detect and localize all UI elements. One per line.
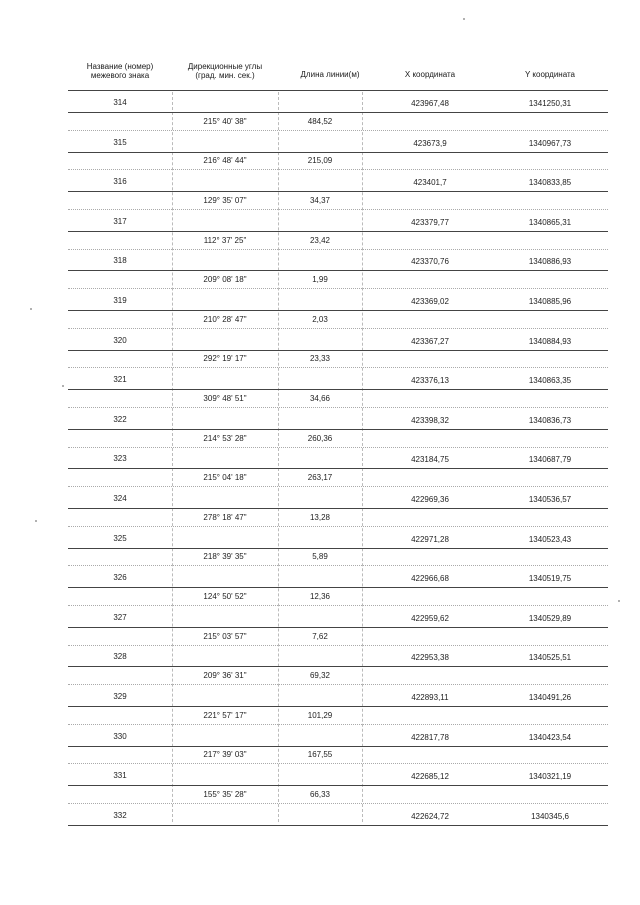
row-rule xyxy=(68,112,608,113)
row-rule xyxy=(68,468,608,469)
scan-speck xyxy=(62,385,64,387)
x-coordinate-value: 423367,27 xyxy=(411,336,449,346)
y-coordinate-value: 1340491,26 xyxy=(528,693,572,702)
directional-angle-value: 215° 04' 18" xyxy=(203,473,247,483)
row-rule xyxy=(68,548,608,549)
directional-angle-value: 209° 36' 31" xyxy=(203,671,247,681)
segment-rule xyxy=(68,803,608,804)
directional-angle-value: 209° 08' 18" xyxy=(203,275,247,285)
header-angles-line2: (град. мин. сек.) xyxy=(195,71,255,80)
column-divider-3 xyxy=(362,92,363,822)
point-name: 327 xyxy=(113,612,127,622)
segment-rule xyxy=(68,565,608,566)
y-coordinate-value: 1340833,85 xyxy=(528,178,572,188)
line-length-value: 34,37 xyxy=(309,196,331,205)
scan-speck xyxy=(30,308,32,310)
row-rule xyxy=(68,310,608,311)
x-coordinate-value: 423379,77 xyxy=(411,217,449,227)
header-angles-line1: Дирекционные углы xyxy=(187,62,263,71)
x-coordinate-value: 422971,28 xyxy=(411,534,449,544)
line-length-value: 12,36 xyxy=(309,592,331,601)
point-name: 321 xyxy=(113,375,127,385)
segment-rule xyxy=(68,724,608,725)
point-name: 324 xyxy=(113,494,127,503)
segment-rule xyxy=(68,209,608,210)
y-coordinate-value: 1340886,93 xyxy=(528,257,572,267)
segment-rule xyxy=(68,367,608,368)
directional-angle-value: 292° 19' 17" xyxy=(203,354,247,364)
row-rule xyxy=(68,429,608,430)
point-name: 318 xyxy=(113,256,127,266)
directional-angle-value: 309° 48' 51" xyxy=(203,394,247,403)
point-name: 319 xyxy=(113,296,127,305)
row-rule xyxy=(68,746,608,747)
y-coordinate-value: 1340687,79 xyxy=(528,455,572,465)
row-rule xyxy=(68,270,608,271)
scan-speck xyxy=(35,520,37,522)
y-coordinate-value: 1340836,73 xyxy=(528,415,572,425)
line-length-value: 66,33 xyxy=(309,790,331,799)
y-coordinate-value: 1340885,96 xyxy=(528,297,572,306)
line-length-value: 260,36 xyxy=(307,433,333,443)
x-coordinate-value: 423398,32 xyxy=(411,415,449,425)
row-rule xyxy=(68,825,608,826)
x-coordinate-value: 423369,02 xyxy=(411,297,449,306)
segment-rule xyxy=(68,407,608,408)
line-length-value: 1,99 xyxy=(312,275,328,285)
y-coordinate-value: 1340523,43 xyxy=(528,534,572,544)
segment-rule xyxy=(68,684,608,685)
scan-speck xyxy=(618,600,620,602)
point-name: 329 xyxy=(113,692,127,701)
line-length-value: 263,17 xyxy=(307,473,333,483)
point-name: 314 xyxy=(113,98,127,107)
line-length-value: 2,03 xyxy=(312,314,328,324)
line-length-value: 167,55 xyxy=(307,750,333,760)
point-name: 317 xyxy=(113,216,127,226)
point-name: 325 xyxy=(113,533,127,543)
directional-angle-value: 124° 50' 52" xyxy=(203,592,247,601)
segment-rule xyxy=(68,249,608,250)
line-length-value: 5,89 xyxy=(312,552,328,562)
x-coordinate-value: 422966,68 xyxy=(411,574,449,584)
x-coordinate-value: 423673,9 xyxy=(413,138,447,148)
y-coordinate-value: 1340321,19 xyxy=(528,772,572,782)
directional-angle-value: 215° 40' 38" xyxy=(203,116,247,126)
segment-rule xyxy=(68,169,608,170)
directional-angle-value: 155° 35' 28" xyxy=(203,790,247,799)
line-length-value: 69,32 xyxy=(309,671,331,681)
y-coordinate-value: 1340529,89 xyxy=(528,613,572,623)
directional-angle-value: 218° 39' 35" xyxy=(203,552,247,562)
segment-rule xyxy=(68,447,608,448)
directional-angle-value: 215° 03' 57" xyxy=(203,631,247,641)
column-divider-2 xyxy=(278,92,279,822)
x-coordinate-value: 422817,78 xyxy=(411,732,449,742)
line-length-value: 23,33 xyxy=(309,354,331,364)
y-coordinate-value: 1340863,35 xyxy=(528,376,572,386)
segment-rule xyxy=(68,645,608,646)
row-rule xyxy=(68,666,608,667)
row-rule xyxy=(68,389,608,390)
y-coordinate-value: 1340423,54 xyxy=(528,732,572,742)
directional-angle-value: 221° 57' 17" xyxy=(203,710,247,720)
y-coordinate-value: 1340525,51 xyxy=(528,653,572,663)
x-coordinate-value: 422969,36 xyxy=(411,495,449,504)
header-x-coordinate: X координата xyxy=(404,70,456,79)
y-coordinate-value: 1341250,31 xyxy=(528,99,572,108)
segment-rule xyxy=(68,486,608,487)
point-name: 323 xyxy=(113,454,127,464)
point-name: 315 xyxy=(113,137,127,147)
y-coordinate-value: 1340345,6 xyxy=(531,811,569,821)
point-name: 331 xyxy=(113,771,127,781)
segment-rule xyxy=(68,130,608,131)
row-rule xyxy=(68,231,608,232)
y-coordinate-value: 1340884,93 xyxy=(528,336,572,346)
x-coordinate-value: 422959,62 xyxy=(411,613,449,623)
row-rule xyxy=(68,152,608,153)
x-coordinate-value: 422685,12 xyxy=(411,772,449,782)
line-length-value: 34,66 xyxy=(309,394,331,403)
line-length-value: 484,52 xyxy=(307,116,333,126)
y-coordinate-value: 1340865,31 xyxy=(528,217,572,227)
header-point-name-line1: Название (номер) xyxy=(86,62,154,71)
header-underline xyxy=(68,90,608,91)
line-length-value: 101,29 xyxy=(307,710,333,720)
line-length-value: 23,42 xyxy=(309,235,331,245)
row-rule xyxy=(68,785,608,786)
column-divider-1 xyxy=(172,92,173,822)
segment-rule xyxy=(68,328,608,329)
directional-angle-value: 210° 28' 47" xyxy=(203,314,247,324)
header-line-length: Длина линии(м) xyxy=(300,70,360,79)
header-y-coordinate: Y координата xyxy=(524,70,576,79)
x-coordinate-value: 423184,75 xyxy=(411,455,449,465)
directional-angle-value: 129° 35' 07" xyxy=(203,196,247,205)
y-coordinate-value: 1340519,75 xyxy=(528,574,572,584)
x-coordinate-value: 423370,76 xyxy=(411,257,449,267)
point-name: 316 xyxy=(113,177,127,187)
directional-angle-value: 278° 18' 47" xyxy=(203,512,247,522)
header-point-name-line2: межевого знака xyxy=(90,71,150,80)
row-rule xyxy=(68,350,608,351)
directional-angle-value: 112° 37' 25" xyxy=(203,235,247,245)
row-rule xyxy=(68,191,608,192)
header-directional-angles xyxy=(165,62,285,80)
row-rule xyxy=(68,706,608,707)
y-coordinate-value: 1340967,73 xyxy=(528,138,572,148)
point-name: 330 xyxy=(113,731,127,741)
point-name: 320 xyxy=(113,335,127,345)
line-length-value: 215,09 xyxy=(307,156,333,166)
directional-angle-value: 216° 48' 44" xyxy=(203,156,247,166)
x-coordinate-value: 423967,48 xyxy=(411,99,449,108)
directional-angle-value: 217° 39' 03" xyxy=(203,750,247,760)
line-length-value: 13,28 xyxy=(309,512,331,522)
scan-speck xyxy=(463,18,465,20)
row-rule xyxy=(68,508,608,509)
x-coordinate-value: 422893,11 xyxy=(411,693,449,702)
point-name: 328 xyxy=(113,652,127,662)
y-coordinate-value: 1340536,57 xyxy=(528,495,572,504)
point-name: 332 xyxy=(113,810,127,820)
x-coordinate-value: 423401,7 xyxy=(413,178,447,188)
point-name: 322 xyxy=(113,414,127,424)
x-coordinate-value: 422953,38 xyxy=(411,653,449,663)
point-name: 326 xyxy=(113,573,127,583)
segment-rule xyxy=(68,526,608,527)
directional-angle-value: 214° 53' 28" xyxy=(203,433,247,443)
segment-rule xyxy=(68,763,608,764)
header-point-name xyxy=(70,62,170,80)
row-rule xyxy=(68,587,608,588)
line-length-value: 7,62 xyxy=(312,631,328,641)
x-coordinate-value: 422624,72 xyxy=(411,811,449,821)
segment-rule xyxy=(68,288,608,289)
segment-rule xyxy=(68,605,608,606)
row-rule xyxy=(68,627,608,628)
x-coordinate-value: 423376,13 xyxy=(411,376,449,386)
